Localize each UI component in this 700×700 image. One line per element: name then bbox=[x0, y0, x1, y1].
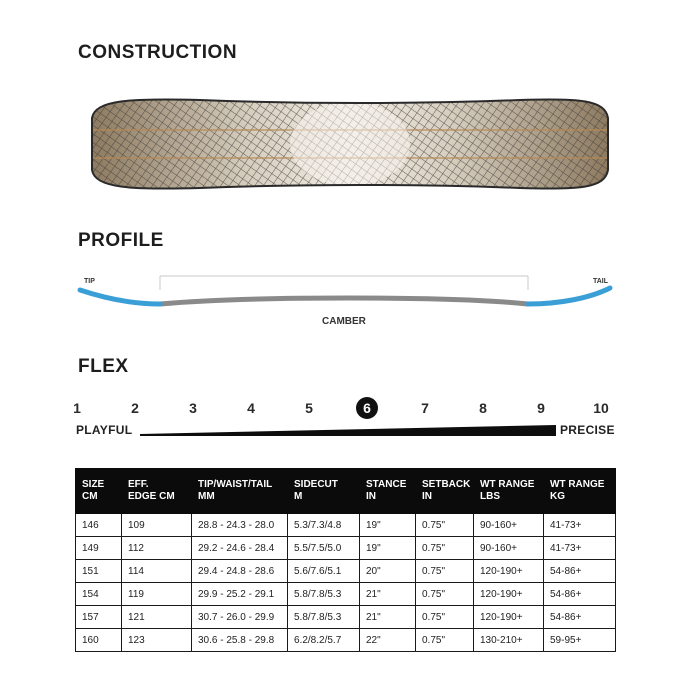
cell-sidecut: 5.8/7.8/5.3 bbox=[288, 606, 360, 629]
cell-wt-lbs: 120-190+ bbox=[474, 583, 544, 606]
cell-tip-waist-tail: 30.6 - 25.8 - 29.8 bbox=[192, 629, 288, 652]
table-row bbox=[76, 629, 616, 652]
board-construction-image bbox=[80, 95, 620, 195]
table-row bbox=[76, 537, 616, 560]
cell-sidecut: 5.8/7.8/5.3 bbox=[288, 583, 360, 606]
cell-setback: 0.75" bbox=[416, 560, 474, 583]
table-row bbox=[76, 560, 616, 583]
spec-table-header-row bbox=[76, 469, 616, 514]
flex-value-10: 10 bbox=[593, 400, 609, 416]
table-row bbox=[76, 583, 616, 606]
header-setback: SETBACK IN bbox=[416, 469, 474, 514]
cell-size: 154 bbox=[76, 583, 122, 606]
cell-eff-edge: 123 bbox=[122, 629, 192, 652]
cell-size: 151 bbox=[76, 560, 122, 583]
cell-tip-waist-tail: 30.7 - 26.0 - 29.9 bbox=[192, 606, 288, 629]
cell-eff-edge: 112 bbox=[122, 537, 192, 560]
cell-wt-lbs: 130-210+ bbox=[474, 629, 544, 652]
cell-wt-lbs: 120-190+ bbox=[474, 560, 544, 583]
header-wt-range-kg: WT RANGE KG bbox=[544, 469, 616, 514]
flex-heading: FLEX bbox=[78, 356, 129, 377]
cell-wt-kg: 59-95+ bbox=[544, 629, 616, 652]
spec-table bbox=[75, 468, 616, 652]
cell-setback: 0.75" bbox=[416, 629, 474, 652]
header-eff-edge: EFF. EDGE CM bbox=[122, 469, 192, 514]
cell-wt-kg: 54-86+ bbox=[544, 606, 616, 629]
cell-wt-kg: 54-86+ bbox=[544, 583, 616, 606]
flex-value-9: 9 bbox=[537, 400, 545, 416]
flex-value-5: 5 bbox=[305, 400, 313, 416]
flex-value-2: 2 bbox=[131, 400, 139, 416]
board-profile-diagram bbox=[80, 276, 610, 304]
cell-wt-kg: 54-86+ bbox=[544, 560, 616, 583]
profile-camber-label: CAMBER bbox=[322, 316, 366, 327]
cell-sidecut: 5.6/7.6/5.1 bbox=[288, 560, 360, 583]
cell-eff-edge: 114 bbox=[122, 560, 192, 583]
profile-tail-label: TAIL bbox=[593, 278, 609, 285]
cell-wt-kg: 41-73+ bbox=[544, 514, 616, 537]
cell-setback: 0.75" bbox=[416, 583, 474, 606]
cell-size: 149 bbox=[76, 537, 122, 560]
table-row bbox=[76, 606, 616, 629]
flex-value-7: 7 bbox=[421, 400, 429, 416]
cell-eff-edge: 109 bbox=[122, 514, 192, 537]
cell-stance: 20" bbox=[360, 560, 416, 583]
flex-scale-bar bbox=[140, 425, 556, 436]
header-stance: STANCE IN bbox=[360, 469, 416, 514]
cell-stance: 22" bbox=[360, 629, 416, 652]
cell-stance: 19" bbox=[360, 514, 416, 537]
cell-stance: 21" bbox=[360, 583, 416, 606]
cell-eff-edge: 121 bbox=[122, 606, 192, 629]
flex-playful-label: PLAYFUL bbox=[76, 423, 133, 437]
cell-wt-kg: 41-73+ bbox=[544, 537, 616, 560]
cell-stance: 21" bbox=[360, 606, 416, 629]
cell-tip-waist-tail: 29.9 - 25.2 - 29.1 bbox=[192, 583, 288, 606]
cell-tip-waist-tail: 29.4 - 24.8 - 28.6 bbox=[192, 560, 288, 583]
cell-setback: 0.75" bbox=[416, 606, 474, 629]
cell-sidecut: 5.3/7.3/4.8 bbox=[288, 514, 360, 537]
flex-precise-label: PRECISE bbox=[560, 423, 615, 437]
cell-stance: 19" bbox=[360, 537, 416, 560]
flex-value-6-selected: 6 bbox=[356, 397, 378, 419]
flex-value-8: 8 bbox=[479, 400, 487, 416]
cell-tip-waist-tail: 29.2 - 24.6 - 28.4 bbox=[192, 537, 288, 560]
cell-setback: 0.75" bbox=[416, 514, 474, 537]
cell-size: 146 bbox=[76, 514, 122, 537]
header-wt-range-lbs: WT RANGE LBS bbox=[474, 469, 544, 514]
cell-setback: 0.75" bbox=[416, 537, 474, 560]
profile-tip-label: TIP bbox=[84, 278, 95, 285]
flex-value-1: 1 bbox=[73, 400, 81, 416]
flex-value-3: 3 bbox=[189, 400, 197, 416]
cell-eff-edge: 119 bbox=[122, 583, 192, 606]
cell-size: 157 bbox=[76, 606, 122, 629]
cell-sidecut: 5.5/7.5/5.0 bbox=[288, 537, 360, 560]
cell-tip-waist-tail: 28.8 - 24.3 - 28.0 bbox=[192, 514, 288, 537]
table-row bbox=[76, 514, 616, 537]
profile-heading: PROFILE bbox=[78, 230, 164, 251]
cell-size: 160 bbox=[76, 629, 122, 652]
cell-wt-lbs: 90-160+ bbox=[474, 537, 544, 560]
header-sidecut: SIDECUT M bbox=[288, 469, 360, 514]
cell-sidecut: 6.2/8.2/5.7 bbox=[288, 629, 360, 652]
cell-wt-lbs: 120-190+ bbox=[474, 606, 544, 629]
header-tip-waist-tail: TIP/WAIST/TAIL MM bbox=[192, 469, 288, 514]
flex-value-4: 4 bbox=[247, 400, 255, 416]
construction-heading: CONSTRUCTION bbox=[78, 42, 238, 63]
cell-wt-lbs: 90-160+ bbox=[474, 514, 544, 537]
header-size: SIZE CM bbox=[76, 469, 122, 514]
